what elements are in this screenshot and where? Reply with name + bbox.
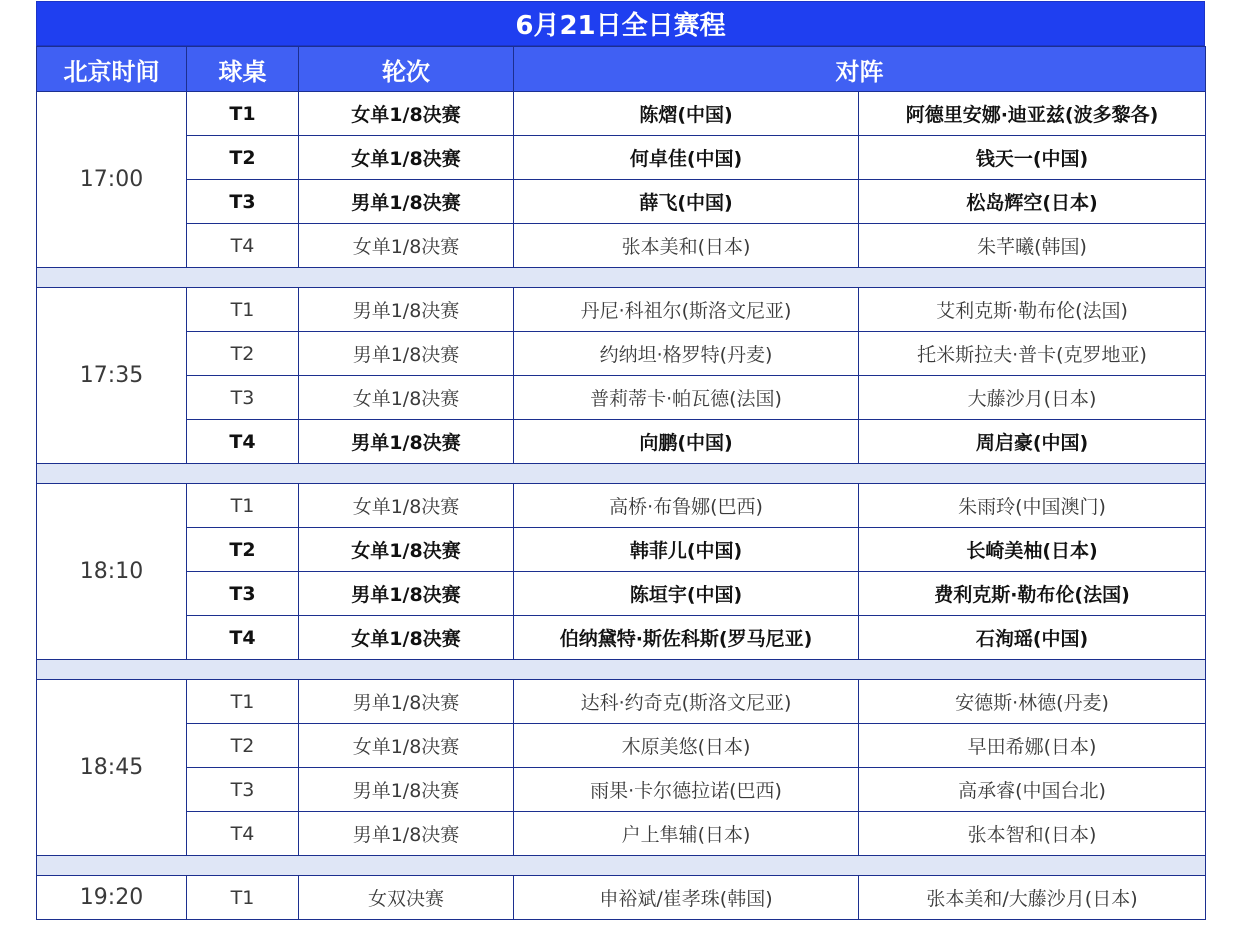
table-cell: T4: [187, 812, 299, 856]
player-a-cell: 陈熠(中国): [514, 92, 859, 136]
table-cell: T3: [187, 572, 299, 616]
match-row: [37, 288, 1206, 332]
round-cell: 女单1/8决赛: [299, 376, 514, 420]
round-cell: 男单1/8决赛: [299, 180, 514, 224]
schedule-title: 6月21日全日赛程: [36, 1, 1205, 46]
time-cell: 17:00: [37, 92, 187, 268]
table-cell: T2: [187, 332, 299, 376]
player-a-cell: 普莉蒂卡·帕瓦德(法国): [514, 376, 859, 420]
player-a-cell: 约纳坦·格罗特(丹麦): [514, 332, 859, 376]
match-row: [37, 572, 1206, 616]
table-cell: T4: [187, 224, 299, 268]
player-a-cell: 韩菲儿(中国): [514, 528, 859, 572]
round-cell: 男单1/8决赛: [299, 680, 514, 724]
table-cell: T1: [187, 288, 299, 332]
player-a-cell: 申裕斌/崔孝珠(韩国): [514, 876, 859, 920]
match-row: [37, 812, 1206, 856]
player-a-cell: 何卓佳(中国): [514, 136, 859, 180]
player-b-cell: 松岛辉空(日本): [859, 180, 1206, 224]
round-cell: 女单1/8决赛: [299, 484, 514, 528]
group-separator: [37, 660, 1206, 680]
player-a-cell: 张本美和(日本): [514, 224, 859, 268]
player-a-cell: 高桥·布鲁娜(巴西): [514, 484, 859, 528]
schedule-table: [36, 46, 1206, 920]
player-b-cell: 艾利克斯·勒布伦(法国): [859, 288, 1206, 332]
round-cell: 女单1/8决赛: [299, 136, 514, 180]
player-b-cell: 长崎美柚(日本): [859, 528, 1206, 572]
table-cell: T1: [187, 484, 299, 528]
match-row: [37, 332, 1206, 376]
round-cell: 女单1/8决赛: [299, 724, 514, 768]
round-cell: 男单1/8决赛: [299, 420, 514, 464]
match-row: [37, 724, 1206, 768]
header-round: 轮次: [299, 47, 514, 92]
round-cell: 男单1/8决赛: [299, 332, 514, 376]
player-b-cell: 朱雨玲(中国澳门): [859, 484, 1206, 528]
round-cell: 女单1/8决赛: [299, 616, 514, 660]
time-cell: 18:45: [37, 680, 187, 856]
round-cell: 女单1/8决赛: [299, 528, 514, 572]
player-b-cell: 张本美和/大藤沙月(日本): [859, 876, 1206, 920]
round-cell: 女双决赛: [299, 876, 514, 920]
schedule-sheet: [36, 1, 1205, 920]
match-row: [37, 136, 1206, 180]
match-row: [37, 876, 1206, 920]
player-b-cell: 石洵瑶(中国): [859, 616, 1206, 660]
table-cell: T4: [187, 616, 299, 660]
table-cell: T2: [187, 136, 299, 180]
header-time: 北京时间: [37, 47, 187, 92]
player-b-cell: 费利克斯·勒布伦(法国): [859, 572, 1206, 616]
round-cell: 女单1/8决赛: [299, 92, 514, 136]
table-cell: T1: [187, 876, 299, 920]
separator-cell: [37, 464, 1206, 484]
round-cell: 男单1/8决赛: [299, 288, 514, 332]
player-b-cell: 高承睿(中国台北): [859, 768, 1206, 812]
round-cell: 男单1/8决赛: [299, 572, 514, 616]
match-row: [37, 616, 1206, 660]
player-a-cell: 木原美悠(日本): [514, 724, 859, 768]
player-a-cell: 户上隼辅(日本): [514, 812, 859, 856]
player-b-cell: 钱天一(中国): [859, 136, 1206, 180]
match-row: [37, 224, 1206, 268]
match-row: [37, 680, 1206, 724]
match-row: [37, 768, 1206, 812]
player-b-cell: 朱芊曦(韩国): [859, 224, 1206, 268]
table-cell: T1: [187, 92, 299, 136]
group-separator: [37, 268, 1206, 288]
player-b-cell: 阿德里安娜·迪亚兹(波多黎各): [859, 92, 1206, 136]
header-matchup: 对阵: [514, 47, 1206, 92]
table-cell: T3: [187, 376, 299, 420]
round-cell: 男单1/8决赛: [299, 812, 514, 856]
player-a-cell: 丹尼·科祖尔(斯洛文尼亚): [514, 288, 859, 332]
player-b-cell: 早田希娜(日本): [859, 724, 1206, 768]
table-cell: T3: [187, 180, 299, 224]
match-row: [37, 420, 1206, 464]
separator-cell: [37, 660, 1206, 680]
round-cell: 男单1/8决赛: [299, 768, 514, 812]
time-cell: 18:10: [37, 484, 187, 660]
match-row: [37, 528, 1206, 572]
table-cell: T3: [187, 768, 299, 812]
player-b-cell: 安德斯·林德(丹麦): [859, 680, 1206, 724]
table-cell: T2: [187, 528, 299, 572]
player-a-cell: 达科·约奇克(斯洛文尼亚): [514, 680, 859, 724]
player-a-cell: 雨果·卡尔德拉诺(巴西): [514, 768, 859, 812]
player-a-cell: 向鹏(中国): [514, 420, 859, 464]
time-cell: 17:35: [37, 288, 187, 464]
table-cell: T1: [187, 680, 299, 724]
player-a-cell: 薛飞(中国): [514, 180, 859, 224]
match-row: [37, 484, 1206, 528]
table-cell: T2: [187, 724, 299, 768]
player-b-cell: 张本智和(日本): [859, 812, 1206, 856]
match-row: [37, 92, 1206, 136]
player-a-cell: 伯纳黛特·斯佐科斯(罗马尼亚): [514, 616, 859, 660]
header-row: [37, 47, 1206, 92]
round-cell: 女单1/8决赛: [299, 224, 514, 268]
header-table: 球桌: [187, 47, 299, 92]
separator-cell: [37, 856, 1206, 876]
player-b-cell: 托米斯拉夫·普卡(克罗地亚): [859, 332, 1206, 376]
match-row: [37, 180, 1206, 224]
player-b-cell: 周启豪(中国): [859, 420, 1206, 464]
match-row: [37, 376, 1206, 420]
player-a-cell: 陈垣宇(中国): [514, 572, 859, 616]
group-separator: [37, 856, 1206, 876]
player-b-cell: 大藤沙月(日本): [859, 376, 1206, 420]
table-cell: T4: [187, 420, 299, 464]
separator-cell: [37, 268, 1206, 288]
schedule-body: [37, 92, 1206, 920]
time-cell: 19:20: [37, 876, 187, 920]
group-separator: [37, 464, 1206, 484]
